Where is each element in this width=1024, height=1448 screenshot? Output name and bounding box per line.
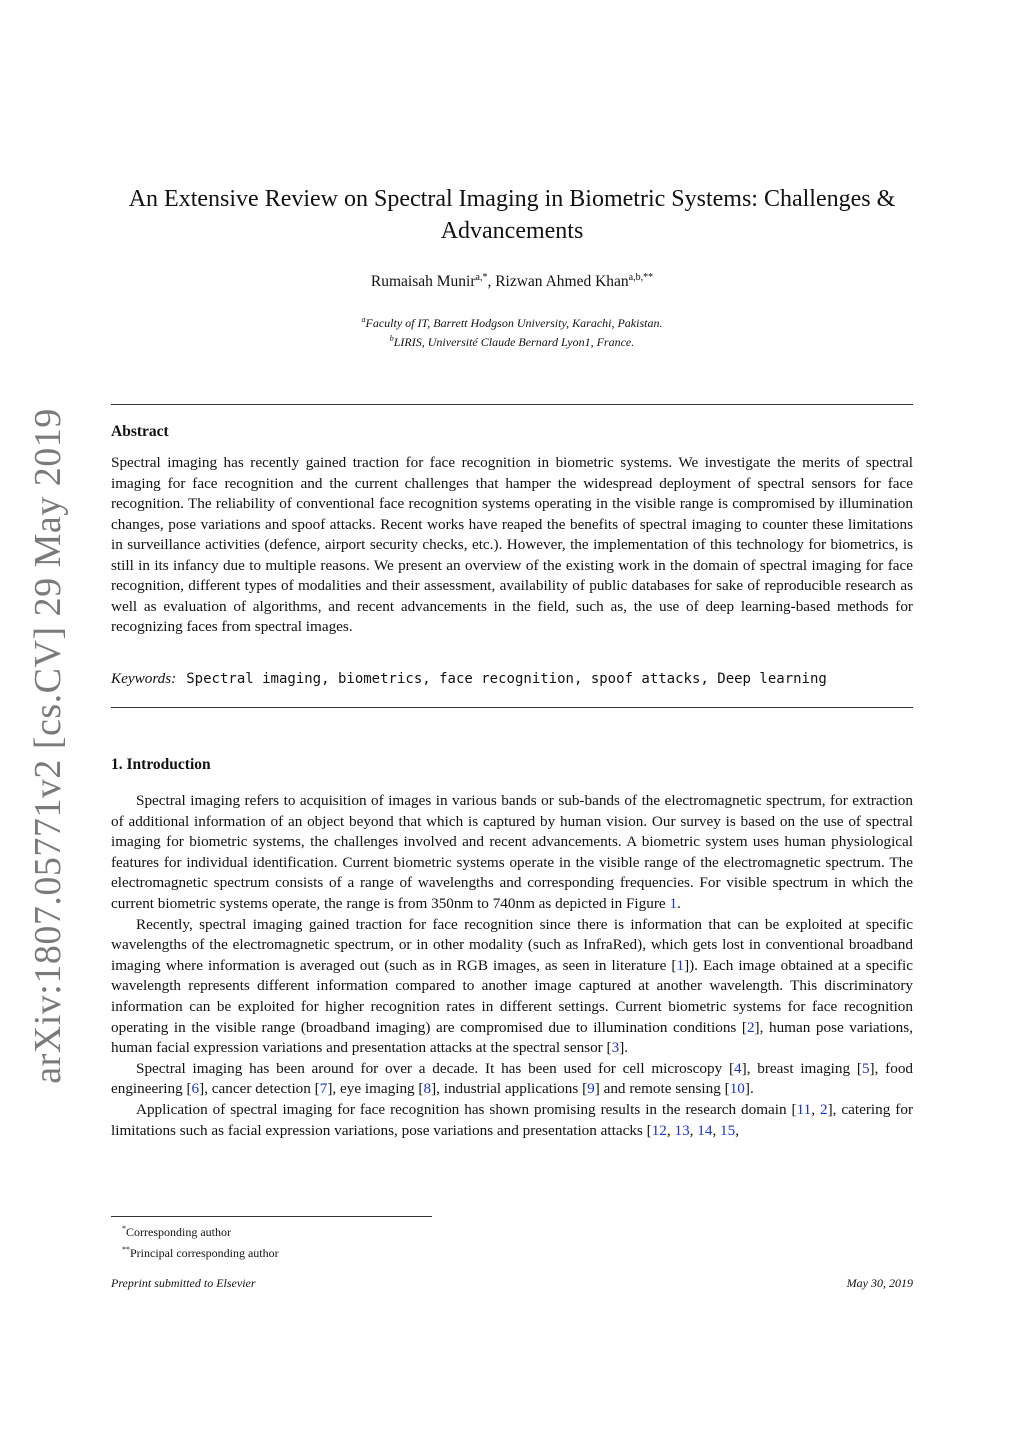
citation-link[interactable]: 15	[720, 1121, 736, 1139]
text-run: ,	[689, 1121, 698, 1139]
citation-link[interactable]: 5	[861, 1059, 870, 1077]
text-run: ].	[744, 1080, 754, 1098]
citation-link[interactable]: 2	[746, 1018, 755, 1036]
paragraph	[111, 1100, 913, 1141]
section-heading: 1. Introduction	[111, 756, 211, 773]
author-name: Rizwan Ahmed Khan	[495, 273, 629, 291]
text-run: ]). Each image obtained at a specific wavelength represents different information compared to another image captured at another wavelength. This discriminatory information can be exploited for higher recognition rates in different settings. Current biometric systems for face recognition operating in the visible range (broadband imaging) are compromised due to illumination conditions [	[111, 956, 913, 1036]
citation-link[interactable]: 4	[734, 1059, 742, 1077]
text-run: Spectral imaging has been around for over a decade. It has been used for cell microscopy [	[136, 1059, 735, 1077]
author-affil-mark: a,*	[475, 272, 488, 283]
keywords	[111, 670, 913, 688]
introduction-body	[111, 791, 913, 1141]
citation-link[interactable]: 2	[820, 1100, 828, 1118]
citation-link[interactable]: 14	[697, 1121, 713, 1139]
citation-link[interactable]: 8	[423, 1080, 432, 1098]
paragraph	[111, 791, 913, 915]
text-run: Recently, spectral imaging gained traction for face recognition since there is information that can be exploited at specific wavelengths of the electromagnetic spectrum, or in other modality (such as InfraRed), which gets lost in conventional broadband imaging where information is averaged out (such as in RGB images, as seen in literature [	[111, 915, 913, 974]
text-run: ], food engineering [	[111, 1059, 914, 1098]
author-separator: ,	[487, 273, 496, 291]
footnote-mark: *	[122, 1224, 126, 1233]
text-run: Application of spectral imaging for face recognition has shown promising results in the research domain [	[136, 1100, 797, 1118]
citation-link[interactable]: 1	[676, 956, 685, 974]
text-run: ], cancer detection [	[199, 1080, 320, 1098]
footnote	[122, 1241, 279, 1262]
text-run: ], human pose variations, human facial expression variations and presentation attacks at the spectral sensor [	[111, 1018, 913, 1057]
footnote-text: Corresponding author	[126, 1225, 231, 1239]
keywords-label: Keywords:	[111, 670, 177, 687]
footnote-rule	[111, 1216, 432, 1217]
affiliations	[112, 312, 912, 350]
arxiv-stamp: arXiv:1807.05771v2 [cs.CV] 29 May 2019	[27, 408, 69, 1084]
text-run: ], catering for limitations such as facial expression variations, pose variations and presentation attacks [	[111, 1100, 913, 1139]
citation-link[interactable]: 3	[611, 1039, 620, 1057]
paper-title: An Extensive Review on Spectral Imaging in Biometric Systems: Challenges & Advancements	[128, 186, 896, 244]
affil-text: LIRIS, Université Claude Bernard Lyon1, France.	[393, 335, 635, 349]
text-run: ] and remote sensing [	[594, 1080, 730, 1098]
footer-preprint-note: Preprint submitted to Elsevier	[111, 1276, 256, 1290]
affil-mark: a	[361, 315, 366, 324]
text-run: ,	[735, 1121, 740, 1139]
citation-link[interactable]: 11	[796, 1100, 812, 1118]
footer-date: May 30, 2019	[846, 1276, 913, 1290]
citation-link[interactable]: 7	[319, 1080, 328, 1098]
affil-text: Faculty of IT, Barrett Hodgson University, Karachi, Pakistan.	[365, 316, 663, 330]
text-run: ], industrial applications [	[431, 1080, 588, 1098]
author-line	[112, 272, 912, 291]
citation-link[interactable]: 12	[651, 1121, 667, 1139]
text-run: ,	[712, 1121, 721, 1139]
paragraph	[111, 915, 913, 1059]
text-run: .	[677, 894, 681, 912]
citation-link[interactable]: 9	[587, 1080, 595, 1098]
citation-link[interactable]: 13	[674, 1121, 690, 1139]
affiliation	[112, 331, 912, 350]
author-name: Rumaisah Munir	[370, 273, 476, 291]
text-run: Spectral imaging refers to acquisition of images in various bands or sub-bands of the electromagnetic spectrum, for extraction of additional information of an object beyond that which is captured by human vision. Our survey is based on the use of spectral imaging for biometric systems, the challenges involved and recent advancements. A biometric system uses human physiological features for individual identification. Current biometric systems operate in the visible range of the electromagnetic spectrum. The electromagnetic spectrum consists of a range of wavelengths and corresponding frequencies. For visible spectrum in which the current biometric systems operate, the range is from 350nm to 740nm as depicted in Figure	[111, 792, 913, 912]
text-run: ], breast imaging [	[741, 1059, 862, 1077]
figure-link[interactable]: 1	[669, 894, 678, 912]
text-run: ,	[811, 1100, 821, 1118]
footnote-mark: **	[122, 1245, 130, 1254]
abstract-bottom-rule	[111, 707, 913, 708]
abstract-top-rule	[111, 404, 913, 405]
text-run: ,	[666, 1121, 675, 1139]
affil-mark: b	[389, 334, 394, 343]
footnote	[122, 1220, 279, 1241]
abstract-heading: Abstract	[111, 423, 169, 440]
author-affil-mark: a,b,**	[628, 272, 654, 283]
text-run: ].	[619, 1039, 629, 1057]
keywords-list: Spectral imaging, biometrics, face recognition, spoof attacks, Deep learning	[186, 671, 827, 687]
abstract-body: Spectral imaging has recently gained traction for face recognition in biometric systems. We investigate the merits of spectral imaging for face recognition and the current challenges that hamper the widespread deployment of spectral sensors for face recognition. The reliability of conventional face recognition systems operating in the visible range is compromised by illumination changes, pose variations and spoof attacks. Recent works have reaped the benefits of spectral imaging to counter these limitations in surveillance activities (defence, airport security checks, etc.). However, the implementation of this technology for biometrics, is still in its infancy due to multiple reasons. We present an overview of the existing work in the domain of spectral imaging for face recognition, different types of modalities and their assessment, availability of public databases for sake of reproducible research as well as evaluation of algorithms, and recent advancements in the field, such as, the use of deep learning-based methods for recognizing faces from spectral images.	[111, 454, 913, 635]
footnote-text: Principal corresponding author	[130, 1246, 279, 1260]
citation-link[interactable]: 6	[191, 1080, 200, 1098]
citation-link[interactable]: 10	[729, 1080, 745, 1098]
paragraph	[111, 1059, 913, 1100]
footnotes	[122, 1220, 279, 1262]
affiliation	[112, 312, 912, 331]
text-run: ], eye imaging [	[327, 1080, 424, 1098]
